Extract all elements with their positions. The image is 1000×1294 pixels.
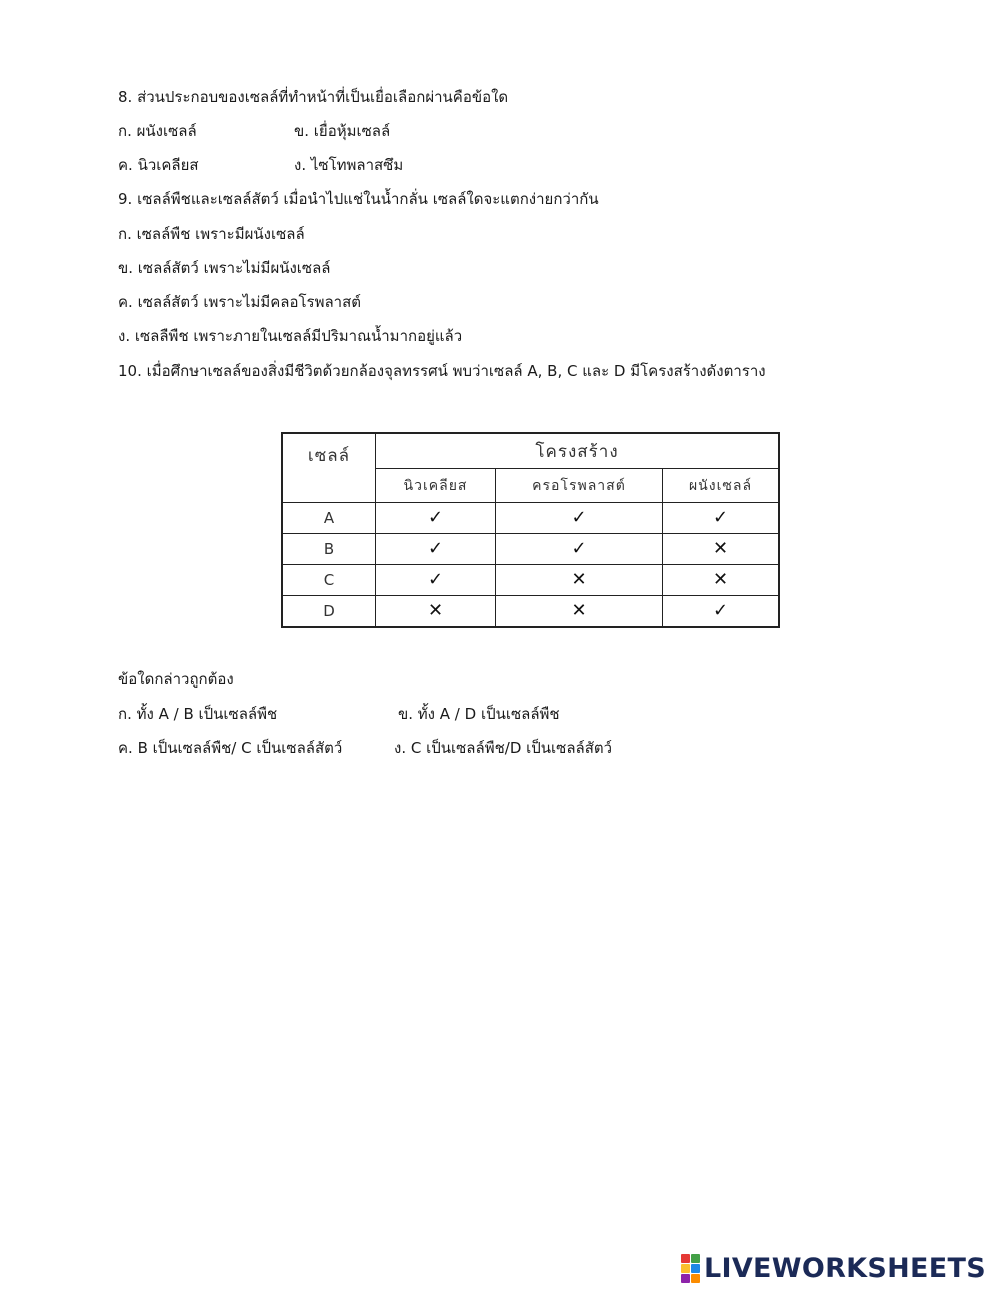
cross-mark-icon: ✕ [712, 569, 729, 590]
q10-option-b: ข. ทั้ง A / D เป็นเซลล์พืช [398, 705, 560, 723]
cross-mark-icon: ✕ [712, 538, 729, 559]
logo-square [691, 1254, 700, 1263]
check-mark-icon: ✓ [571, 538, 587, 559]
column-header-cell-wall: ผนังเซลล์ [663, 469, 780, 503]
q8-stem: 8. ส่วนประกอบของเซลล์ที่ทำหน้าที่เป็นเยื่อเลือกผ่านคือข้อใด [118, 88, 509, 106]
check-mark-icon: ✓ [427, 507, 444, 528]
q9-option-d: ง. เซลลืพืช เพราะภายในเซลล์มีปริมาณน้ำมากอยู่แล้ว [118, 327, 463, 345]
row-label: C [282, 565, 376, 596]
cell-structure-table [281, 432, 780, 628]
q10-option-d: ง. C เป็นเซลล์พืช/D เป็นเซลล์สัตว์ [394, 739, 613, 757]
column-header-nucleus: นิวเคลียส [376, 469, 496, 503]
liveworksheets-logo [681, 1251, 986, 1285]
q8-option-d: ง. ไซโทพลาสซึม [294, 156, 404, 174]
check-mark-icon: ✓ [571, 507, 587, 528]
row-label: A [282, 503, 376, 534]
row-label: D [282, 596, 376, 628]
logo-square [681, 1274, 690, 1283]
table-row [282, 565, 779, 596]
check-mark-icon: ✓ [427, 538, 444, 559]
cross-mark-icon: ✕ [427, 600, 444, 621]
check-mark-icon: ✓ [712, 600, 729, 621]
q8-option-a: ก. ผนังเซลล์ [118, 122, 197, 140]
q10-option-c: ค. B เป็นเซลล์พืช/ C เป็นเซลล์สัตว์ [118, 739, 343, 757]
q9-option-a: ก. เซลล์พืช เพราะมีผนังเซลล์ [118, 225, 305, 243]
structure-header: โครงสร้าง [376, 433, 780, 469]
table-row [282, 534, 779, 565]
q10-option-a: ก. ทั้ง A / B เป็นเซลล์พืช [118, 705, 278, 723]
q9-stem: 9. เซลล์พืชและเซลล์สัตว์ เมื่อนำไปแช่ในน้ำกลั่น เซลล์ใดจะแตกง่ายกว่ากัน [118, 190, 599, 208]
q8-option-c: ค. นิวเคลียส [118, 156, 199, 174]
table-row [282, 503, 779, 534]
check-mark-icon: ✓ [427, 569, 444, 590]
q10-prompt: ข้อใดกล่าวถูกต้อง [118, 670, 234, 688]
brand-name: LIVEWORKSHEETS [703, 1252, 986, 1284]
table-row [282, 596, 779, 628]
logo-grid-icon [681, 1254, 700, 1283]
row-label: B [282, 534, 376, 565]
logo-square [691, 1274, 700, 1283]
q8-option-b: ข. เยื่อหุ้มเซลล์ [294, 122, 391, 140]
logo-square [681, 1254, 690, 1263]
cell-header: เซลล์ [282, 433, 376, 503]
cross-mark-icon: ✕ [571, 600, 587, 621]
column-header-chloroplast: ครอโรพลาสต์ [496, 469, 663, 503]
logo-square [691, 1264, 700, 1273]
logo-square [681, 1264, 690, 1273]
check-mark-icon: ✓ [712, 507, 729, 528]
q10-stem: 10. เมื่อศึกษาเซลล์ของสิ่งมีชีวิตด้วยกล้องจุลทรรศน์ พบว่าเซลล์ A, B, C และ D มีโครงสร้างดังตาราง [118, 362, 766, 380]
cross-mark-icon: ✕ [571, 569, 587, 590]
q9-option-b: ข. เซลล์สัตว์ เพราะไม่มีผนังเซลล์ [118, 259, 331, 277]
q9-option-c: ค. เซลล์สัตว์ เพราะไม่มีคลอโรพลาสต์ [118, 293, 361, 311]
